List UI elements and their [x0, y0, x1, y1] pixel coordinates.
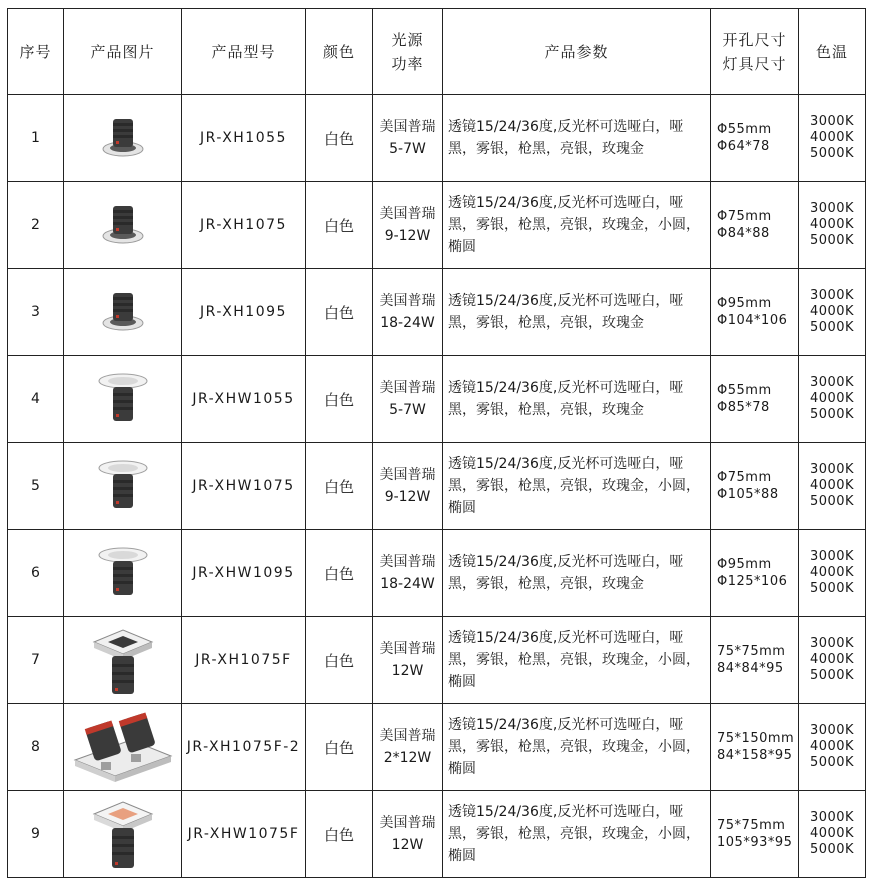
- row-index: 1: [8, 95, 64, 182]
- header-power-line2: 功率: [391, 54, 424, 73]
- fixture-size: 84*84*95: [717, 661, 784, 676]
- temp-3000k: 3000K: [809, 288, 855, 303]
- header-params: 产品参数: [443, 9, 711, 95]
- temp-5000k: 5000K: [809, 755, 855, 770]
- temp-4000k: 4000K: [809, 478, 855, 493]
- color-temperature: [799, 269, 866, 356]
- power-wattage: 9-12W: [384, 489, 431, 505]
- double-head-grille-light-icon: [64, 710, 181, 784]
- fixture-size: Φ64*78: [717, 139, 770, 154]
- product-params: 透镜15/24/36度,反光杯可选哑白，哑黑，雾银，枪黑，亮银，玫瑰金: [443, 269, 711, 356]
- table-row: [8, 617, 866, 704]
- header-color: 颜色: [306, 9, 373, 95]
- power-wattage: 9-12W: [384, 228, 431, 244]
- product-image: [64, 356, 182, 443]
- product-model: JR-XHW1055: [182, 356, 306, 443]
- table-row: [8, 356, 866, 443]
- product-power: [373, 530, 443, 617]
- header-size-line1: 开孔尺寸: [722, 30, 787, 49]
- product-model: JR-XH1075: [182, 182, 306, 269]
- temp-3000k: 3000K: [809, 723, 855, 738]
- temp-5000k: 5000K: [809, 668, 855, 683]
- product-color: 白色: [306, 704, 373, 791]
- product-image: [64, 617, 182, 704]
- temp-5000k: 5000K: [809, 407, 855, 422]
- product-power: [373, 617, 443, 704]
- product-model: JR-XHW1095: [182, 530, 306, 617]
- row-index: 3: [8, 269, 64, 356]
- product-spec-table: [7, 8, 866, 878]
- temp-4000k: 4000K: [809, 391, 855, 406]
- header-temp: 色温: [799, 9, 866, 95]
- header-image: 产品图片: [64, 9, 182, 95]
- product-color: 白色: [306, 95, 373, 182]
- product-size: [711, 356, 799, 443]
- color-temperature: [799, 617, 866, 704]
- header-size: [711, 9, 799, 95]
- product-size: [711, 530, 799, 617]
- temp-4000k: 4000K: [809, 217, 855, 232]
- table-body: [8, 95, 866, 878]
- product-color: 白色: [306, 356, 373, 443]
- power-wattage: 12W: [391, 663, 424, 679]
- product-size: [711, 617, 799, 704]
- product-image: [64, 182, 182, 269]
- temp-3000k: 3000K: [809, 375, 855, 390]
- round-recessed-downlight-icon: [64, 285, 181, 339]
- product-size: [711, 443, 799, 530]
- power-source: 美国普瑞: [379, 467, 436, 483]
- white-trim-downlight-icon: [64, 545, 181, 601]
- header-power-line1: 光源: [391, 30, 424, 49]
- product-image: [64, 269, 182, 356]
- fixture-size: 105*93*95: [717, 835, 793, 850]
- header-model: 产品型号: [182, 9, 306, 95]
- color-temperature: [799, 443, 866, 530]
- power-source: 美国普瑞: [379, 119, 436, 135]
- cutout-size: Φ55mm: [717, 383, 772, 398]
- temp-5000k: 5000K: [809, 494, 855, 509]
- color-temperature: [799, 95, 866, 182]
- product-model: JR-XHW1075F: [182, 791, 306, 878]
- cutout-size: 75*75mm: [717, 644, 786, 659]
- product-power: [373, 443, 443, 530]
- product-color: 白色: [306, 791, 373, 878]
- fixture-size: Φ104*106: [717, 313, 788, 328]
- cutout-size: Φ75mm: [717, 470, 772, 485]
- fixture-size: Φ84*88: [717, 226, 770, 241]
- fixture-size: Φ85*78: [717, 400, 770, 415]
- product-model: JR-XH1075F: [182, 617, 306, 704]
- temp-5000k: 5000K: [809, 842, 855, 857]
- square-white-trim-downlight-icon: [64, 796, 181, 872]
- temp-5000k: 5000K: [809, 320, 855, 335]
- temp-3000k: 3000K: [809, 549, 855, 564]
- row-index: 2: [8, 182, 64, 269]
- temp-3000k: 3000K: [809, 636, 855, 651]
- color-temperature: [799, 356, 866, 443]
- product-image: [64, 704, 182, 791]
- row-index: 6: [8, 530, 64, 617]
- product-image: [64, 443, 182, 530]
- product-size: [711, 791, 799, 878]
- cutout-size: 75*150mm: [717, 731, 795, 746]
- color-temperature: [799, 530, 866, 617]
- fixture-size: Φ125*106: [717, 574, 788, 589]
- product-params: 透镜15/24/36度,反光杯可选哑白，哑黑，雾银，枪黑，亮银，玫瑰金，小圆，椭圆: [443, 704, 711, 791]
- table-row: [8, 95, 866, 182]
- product-color: 白色: [306, 182, 373, 269]
- product-size: [711, 182, 799, 269]
- color-temperature: [799, 704, 866, 791]
- cutout-size: 75*75mm: [717, 818, 786, 833]
- product-power: [373, 791, 443, 878]
- square-recessed-downlight-icon: [64, 622, 181, 698]
- product-model: JR-XH1055: [182, 95, 306, 182]
- product-params: 透镜15/24/36度,反光杯可选哑白，哑黑，雾银，枪黑，亮银，玫瑰金，小圆，椭圆: [443, 443, 711, 530]
- product-params: 透镜15/24/36度,反光杯可选哑白，哑黑，雾银，枪黑，亮银，玫瑰金: [443, 356, 711, 443]
- temp-3000k: 3000K: [809, 114, 855, 129]
- header-row: [8, 9, 866, 95]
- product-params: 透镜15/24/36度,反光杯可选哑白，哑黑，雾银，枪黑，亮银，玫瑰金，小圆，椭圆: [443, 791, 711, 878]
- power-wattage: 2*12W: [383, 750, 432, 766]
- product-size: [711, 269, 799, 356]
- temp-5000k: 5000K: [809, 146, 855, 161]
- product-model: JR-XHW1075: [182, 443, 306, 530]
- white-trim-downlight-icon: [64, 458, 181, 514]
- power-wattage: 5-7W: [389, 141, 426, 157]
- product-params: 透镜15/24/36度,反光杯可选哑白，哑黑，雾银，枪黑，亮银，玫瑰金: [443, 95, 711, 182]
- product-image: [64, 791, 182, 878]
- cutout-size: Φ95mm: [717, 296, 772, 311]
- product-model: JR-XH1075F-2: [182, 704, 306, 791]
- product-color: 白色: [306, 530, 373, 617]
- temp-3000k: 3000K: [809, 201, 855, 216]
- temp-3000k: 3000K: [809, 462, 855, 477]
- product-params: 透镜15/24/36度,反光杯可选哑白，哑黑，雾银，枪黑，亮银，玫瑰金: [443, 530, 711, 617]
- table-header: [8, 9, 866, 95]
- power-wattage: 12W: [391, 837, 424, 853]
- product-power: [373, 356, 443, 443]
- product-params: 透镜15/24/36度,反光杯可选哑白，哑黑，雾银，枪黑，亮银，玫瑰金，小圆，椭圆: [443, 617, 711, 704]
- power-source: 美国普瑞: [379, 206, 436, 222]
- product-params: 透镜15/24/36度,反光杯可选哑白，哑黑，雾银，枪黑，亮银，玫瑰金，小圆，椭圆: [443, 182, 711, 269]
- round-recessed-downlight-icon: [64, 111, 181, 165]
- header-index: 序号: [8, 9, 64, 95]
- power-source: 美国普瑞: [379, 728, 436, 744]
- temp-4000k: 4000K: [809, 739, 855, 754]
- cutout-size: Φ95mm: [717, 557, 772, 572]
- product-color: 白色: [306, 269, 373, 356]
- product-power: [373, 704, 443, 791]
- row-index: 4: [8, 356, 64, 443]
- header-size-line2: 灯具尺寸: [722, 54, 787, 73]
- temp-4000k: 4000K: [809, 130, 855, 145]
- product-power: [373, 95, 443, 182]
- product-color: 白色: [306, 617, 373, 704]
- product-size: [711, 95, 799, 182]
- temp-4000k: 4000K: [809, 652, 855, 667]
- product-power: [373, 269, 443, 356]
- table-row: [8, 791, 866, 878]
- table-row: [8, 182, 866, 269]
- table-row: [8, 704, 866, 791]
- power-source: 美国普瑞: [379, 554, 436, 570]
- power-source: 美国普瑞: [379, 380, 436, 396]
- product-image: [64, 530, 182, 617]
- row-index: 7: [8, 617, 64, 704]
- product-size: [711, 704, 799, 791]
- cutout-size: Φ55mm: [717, 122, 772, 137]
- row-index: 8: [8, 704, 64, 791]
- product-power: [373, 182, 443, 269]
- cutout-size: Φ75mm: [717, 209, 772, 224]
- power-source: 美国普瑞: [379, 293, 436, 309]
- table-row: [8, 269, 866, 356]
- power-source: 美国普瑞: [379, 815, 436, 831]
- power-source: 美国普瑞: [379, 641, 436, 657]
- temp-4000k: 4000K: [809, 565, 855, 580]
- fixture-size: Φ105*88: [717, 487, 779, 502]
- white-trim-downlight-icon: [64, 371, 181, 427]
- power-wattage: 5-7W: [389, 402, 426, 418]
- product-image: [64, 95, 182, 182]
- product-color: 白色: [306, 443, 373, 530]
- color-temperature: [799, 791, 866, 878]
- power-wattage: 18-24W: [380, 315, 435, 331]
- temp-4000k: 4000K: [809, 826, 855, 841]
- fixture-size: 84*158*95: [717, 748, 793, 763]
- temp-5000k: 5000K: [809, 581, 855, 596]
- round-recessed-downlight-icon: [64, 198, 181, 252]
- temp-4000k: 4000K: [809, 304, 855, 319]
- row-index: 9: [8, 791, 64, 878]
- row-index: 5: [8, 443, 64, 530]
- product-model: JR-XH1095: [182, 269, 306, 356]
- table-row: [8, 530, 866, 617]
- color-temperature: [799, 182, 866, 269]
- power-wattage: 18-24W: [380, 576, 435, 592]
- table-row: [8, 443, 866, 530]
- temp-3000k: 3000K: [809, 810, 855, 825]
- temp-5000k: 5000K: [809, 233, 855, 248]
- header-power: [373, 9, 443, 95]
